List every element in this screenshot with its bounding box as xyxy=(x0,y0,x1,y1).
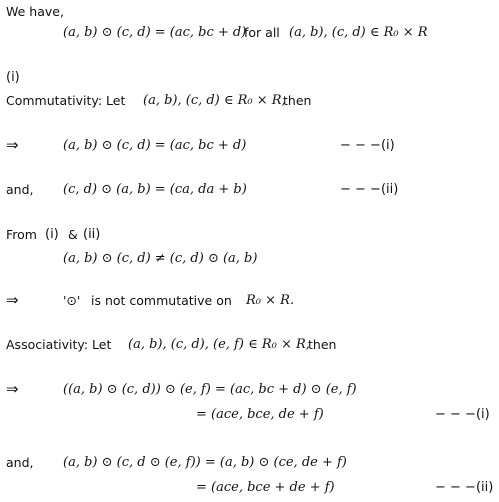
associativity-and: and, xyxy=(6,455,34,470)
associativity-eq2-lhs: (a, b) ⊙ (c, d ⊙ (e, f)) = (a, b) ⊙ (ce, de + f) xyxy=(63,455,347,470)
associativity-eq1-rhs: = (ace, bce, de + f) xyxy=(196,407,324,422)
implies-arrow-1: ⇒ xyxy=(6,136,19,154)
associativity-domain: (a, b), (c, d), (e, f) ∈ R₀ × R, xyxy=(128,337,310,352)
commutativity-domain: (a, b), (c, d) ∈ R₀ × R, xyxy=(143,93,286,108)
associativity-eq2-rhs: = (ace, bce + de + f) xyxy=(196,480,335,495)
commutativity-ref-ii: − − −(ii) xyxy=(340,182,399,197)
from-text: From xyxy=(6,227,37,242)
commutativity-heading: Commutativity: Let xyxy=(6,93,126,108)
commutativity-eq2: (c, d) ⊙ (a, b) = (ca, da + b) xyxy=(63,182,247,197)
ampersand: & xyxy=(68,227,78,242)
conclusion-set: R₀ × R. xyxy=(246,293,295,308)
conclusion-text: is not commutative on xyxy=(91,293,232,308)
associativity-eq1-lhs: ((a, b) ⊙ (c, d)) ⊙ (e, f) = (ac, bc + d) ⊙ (e, f) xyxy=(63,382,357,397)
definition-equation: (a, b) ⊙ (c, d) = (ac, bc + d) xyxy=(63,25,247,40)
commutativity-eq1: (a, b) ⊙ (c, d) = (ac, bc + d) xyxy=(63,138,247,153)
from-ref-i: (i) xyxy=(45,227,59,242)
commutativity-then: then xyxy=(283,93,312,108)
inequality-equation: (a, b) ⊙ (c, d) ≠ (c, d) ⊙ (a, b) xyxy=(63,251,258,266)
conclusion-operator: '⊙' xyxy=(63,293,81,308)
implies-arrow-2: ⇒ xyxy=(6,291,19,309)
associativity-ref-i: − − −(i) xyxy=(435,407,490,422)
for-all-text: for all xyxy=(244,25,280,40)
intro-we-have: We have, xyxy=(6,4,64,19)
implies-arrow-3: ⇒ xyxy=(6,380,19,398)
part-label: (i) xyxy=(6,70,20,85)
associativity-then: then xyxy=(308,337,337,352)
commutativity-and: and, xyxy=(6,182,34,197)
from-ref-ii: (ii) xyxy=(83,227,101,242)
definition-domain: (a, b), (c, d) ∈ R₀ × R xyxy=(289,25,428,40)
commutativity-ref-i: − − −(i) xyxy=(340,138,395,153)
associativity-heading: Associativity: Let xyxy=(6,337,112,352)
associativity-ref-ii: − − −(ii) xyxy=(435,480,494,495)
